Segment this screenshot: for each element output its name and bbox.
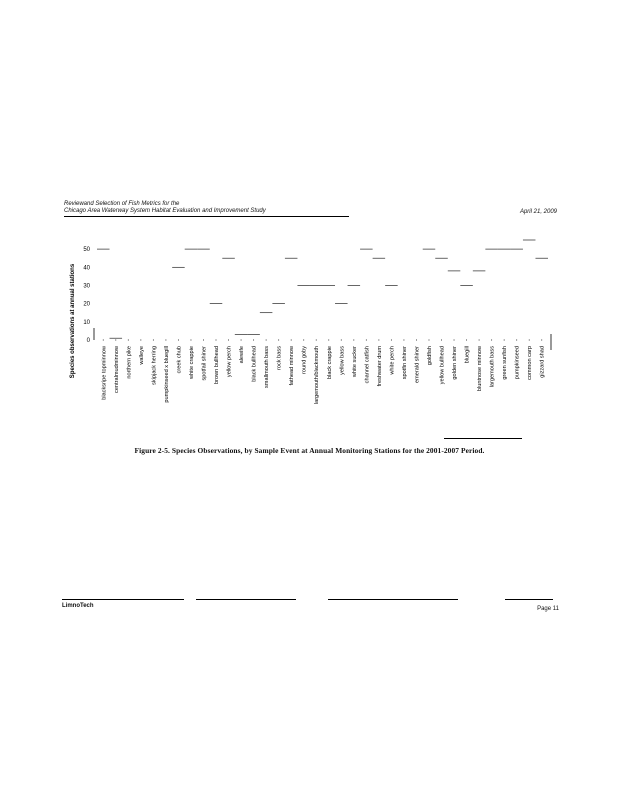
baseline-dot [491,340,492,341]
y-tick-label: 40 [83,265,90,272]
x-tick-label: smallmouth bass [264,346,271,388]
x-tick-label: alewife [239,346,246,364]
x-tick-label: black crappie [326,346,333,379]
footer-rule-3 [328,599,458,600]
baseline-dot [266,340,267,341]
baseline-dot [516,340,517,341]
x-tick-label: black bullhead [251,346,258,382]
baseline-dot [140,340,141,341]
caption-rule [444,438,522,439]
x-tick-label: northern pike [126,346,133,379]
y-tick-label: 20 [83,301,90,308]
footer-page: Page 11 [537,606,559,612]
baseline-dot [378,340,379,341]
footer-company: LimnoTech [62,603,94,609]
baseline-dot [190,340,191,341]
baseline-dot [291,340,292,341]
baseline-dot [479,340,480,341]
baseline-dot [128,340,129,341]
x-tick-label: fathead minnow [289,346,296,386]
baseline-dot [529,340,530,341]
x-tick-label: pumpkinseed [514,346,521,380]
footer-rule-1 [62,599,184,600]
y-tick-label: 0 [86,338,90,344]
x-tick-label: common carp [527,346,534,380]
x-tick-label: white crappie [188,346,195,379]
footer-rule-2 [196,599,296,600]
x-tick-label: blacksripe topminnow [101,346,108,400]
baseline-dot [216,340,217,341]
baseline-dot [428,340,429,341]
y-axis-label: Species observations at annual stations [70,263,76,379]
baseline-dot [165,340,166,341]
x-tick-label: largemouth bass [489,346,496,388]
baseline-dot [454,340,455,341]
y-tick-label: 10 [83,319,90,326]
baseline-dot [228,340,229,341]
x-tick-label: white perch [389,346,396,375]
baseline-dot [416,340,417,341]
x-tick-label: centralmudminnow [113,346,120,393]
x-tick-label: white sucker [351,346,358,378]
x-tick-label: spotfin shiner [401,346,408,380]
baseline-dot [316,340,317,341]
baseline-dot [504,340,505,341]
baseline-dot [403,340,404,341]
baseline-dot [241,340,242,341]
baseline-dot [153,340,154,341]
x-tick-label: bluegill [464,346,471,364]
x-tick-label: walleye [138,346,145,365]
baseline-dot [203,340,204,341]
baseline-dot [303,340,304,341]
x-tick-label: freshwater drum [376,346,383,387]
baseline-dot [353,340,354,341]
x-tick-label: bluntnose minnow [477,346,484,392]
baseline-dot [341,340,342,341]
x-tick-label: golden shiner [452,346,459,380]
baseline-dot [441,340,442,341]
baseline-dot [366,340,367,341]
baseline-dot [253,340,254,341]
x-tick-label: largemouth/blackmouth [314,346,321,405]
x-tick-label: yellow bullhead [439,346,446,385]
x-tick-label: rock bass [276,346,283,370]
baseline-dot [328,340,329,341]
x-tick-label: green sunfish [502,346,509,380]
x-tick-label: yellow bass [339,346,346,375]
x-tick-label: round goby [301,346,308,374]
x-tick-label: emerald shiner [414,346,421,383]
y-tick-label: 50 [83,247,90,254]
x-tick-label: pumpkinseed x bluegill [163,346,170,403]
header-date: April 21, 2009 [519,209,557,215]
baseline-dot [541,340,542,341]
x-tick-label: gizzard shad [539,346,546,378]
x-tick-label: spotfail shiner [201,346,208,381]
x-tick-label: skipjack herring [151,346,158,385]
baseline-dot [391,340,392,341]
header-title-line2: Chicago Area Waterway System Habitat Evaluation and Improvement Study [64,208,266,214]
footer-rule-4 [505,599,553,600]
baseline-dot [115,340,116,341]
figure-caption: Figure 2-5. Species Observations, by Sample Event at Annual Monitoring Stations for the 2001-2007 Period. [134,446,485,455]
baseline-dot [278,340,279,341]
header-title-line1: Reviewand Selection of Fish Metrics for the [64,201,180,207]
baseline-dot [466,340,467,341]
y-tick-label: 30 [83,283,90,290]
x-tick-label: channel catfish [364,346,371,384]
x-tick-label: creek chub [176,346,183,374]
x-tick-label: yellow perch [226,346,233,378]
baseline-dot [178,340,179,341]
x-tick-label: goldfish [426,346,433,366]
x-tick-label: brown bullhead [214,346,221,384]
baseline-dot [103,340,104,341]
